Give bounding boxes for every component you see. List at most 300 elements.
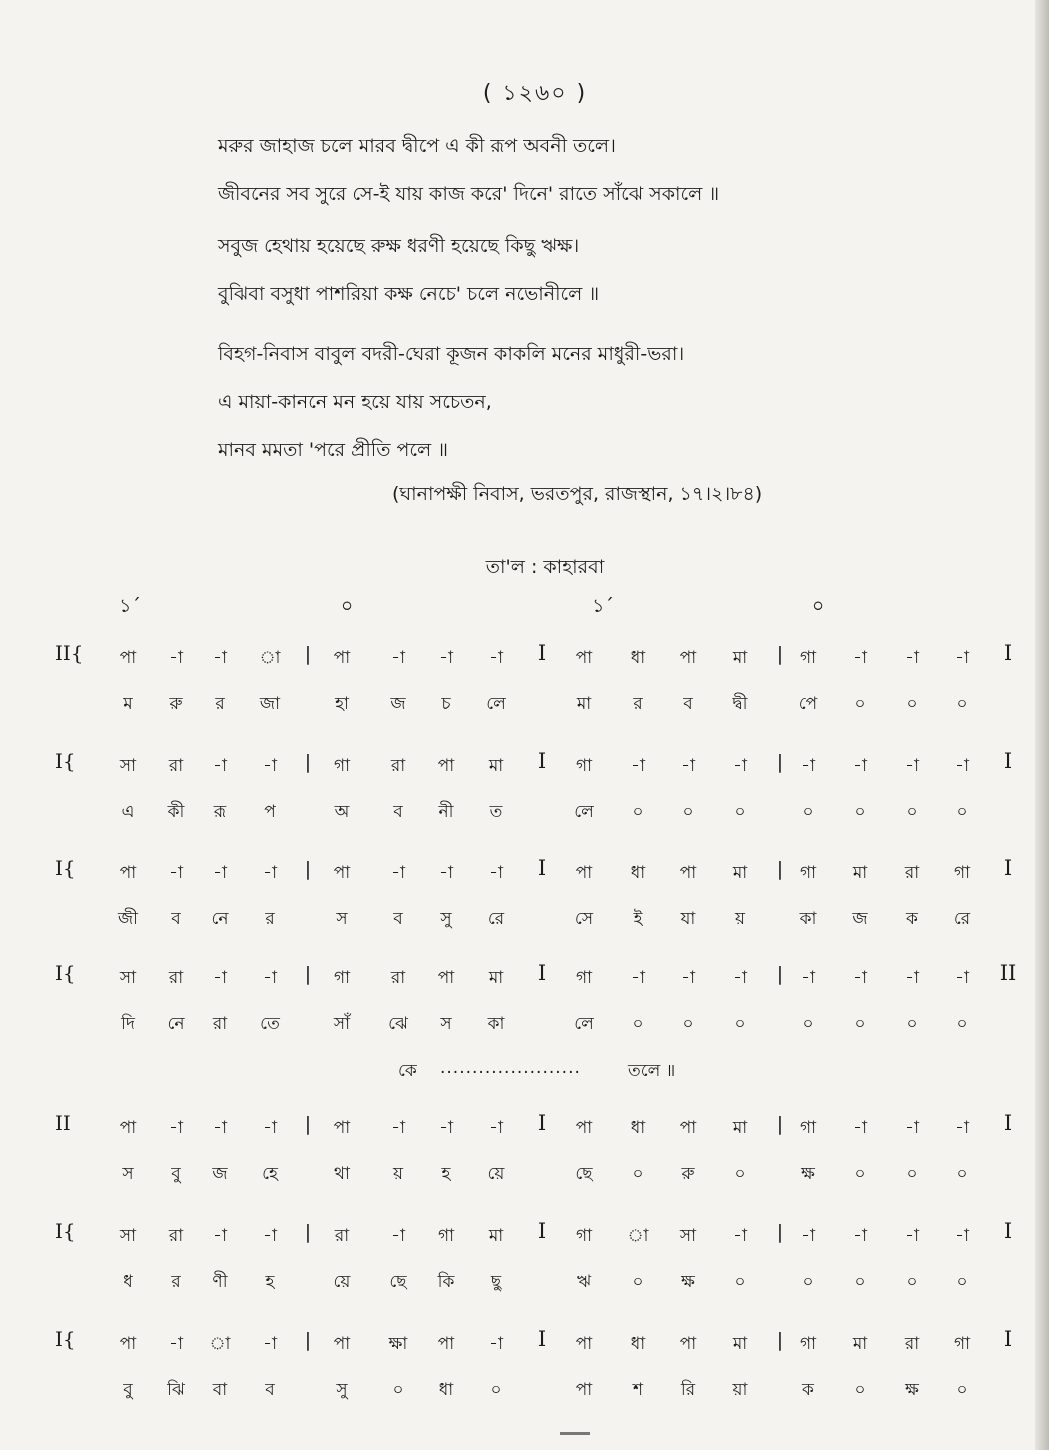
- lyric-syllable: হে: [262, 1164, 278, 1184]
- row-lead-mark: I{: [55, 749, 76, 773]
- lyric-syllable: ছে: [389, 1272, 407, 1292]
- swara-note: -া: [905, 1226, 919, 1246]
- vibhag-divider: I: [537, 1327, 547, 1351]
- row-end-mark: I: [1003, 856, 1013, 880]
- verse-line: বুঝিবা বসুধা পাশরিয়া কক্ষ নেচে' চলে নভোনীলে ॥: [218, 283, 600, 305]
- swara-note: -া: [213, 648, 227, 668]
- lyric-syllable: ০: [854, 1014, 866, 1034]
- swara-note: পা: [679, 863, 697, 883]
- lyric-row: [0, 1003, 1049, 1043]
- lyric-syllable: জ: [212, 1164, 228, 1184]
- lyric-syllable: নে: [211, 909, 229, 929]
- lyric-syllable: ক: [802, 1380, 814, 1400]
- swara-note: -া: [213, 1226, 227, 1246]
- lyric-syllable: ব: [265, 1380, 275, 1400]
- swara-note: পা: [333, 1334, 351, 1354]
- swara-note: -া: [853, 648, 867, 668]
- swara-note: -া: [801, 968, 815, 988]
- swara-row: [0, 852, 1049, 892]
- swara-note: পা: [119, 1118, 137, 1138]
- swara-note: -া: [801, 1226, 815, 1246]
- notation-block: [0, 1323, 1049, 1423]
- swara-note: সা: [679, 1226, 697, 1246]
- swara-row: [0, 957, 1049, 997]
- lyric-row: [0, 791, 1049, 831]
- lyric-syllable: হ: [265, 1272, 275, 1292]
- swara-note: ক্ষা: [388, 1334, 408, 1354]
- swara-note: গা: [333, 968, 351, 988]
- row-end-mark: I: [1003, 1219, 1013, 1243]
- bar-divider: |: [776, 1113, 784, 1135]
- refrain-line: [0, 1054, 1049, 1086]
- lyric-syllable: কি: [437, 1272, 455, 1292]
- beat-mark: ০: [811, 595, 825, 617]
- swara-note: -া: [391, 648, 405, 668]
- vibhag-divider: I: [537, 749, 547, 773]
- swara-note: -া: [169, 1118, 183, 1138]
- lyric-syllable: প: [264, 802, 276, 822]
- swara-note: পা: [119, 648, 137, 668]
- lyric-syllable: নে: [167, 1014, 185, 1034]
- lyric-syllable: ০: [682, 1014, 694, 1034]
- swara-note: -া: [489, 1334, 503, 1354]
- lyric-syllable: ০: [906, 694, 918, 714]
- swara-note: রা: [168, 968, 184, 988]
- lyric-syllable: ০: [392, 1380, 404, 1400]
- swara-note: পা: [333, 648, 351, 668]
- bar-divider: |: [304, 858, 312, 880]
- swara-note: -া: [955, 968, 969, 988]
- lyric-syllable: ০: [802, 802, 814, 822]
- lyric-syllable: এ: [121, 802, 135, 822]
- swara-note: গা: [799, 1118, 817, 1138]
- place-date-credit: (ঘানাপক্ষী নিবাস, ভরতপুর, রাজস্থান, ১৭।২।৮৪): [392, 483, 763, 505]
- swara-note: পা: [119, 863, 137, 883]
- lyric-syllable: স: [122, 1164, 134, 1184]
- lyric-row: [0, 1153, 1049, 1193]
- lyric-syllable: ০: [734, 1272, 746, 1292]
- swara-note: ধা: [630, 648, 646, 668]
- lyric-syllable: জ: [852, 909, 868, 929]
- refrain-dots: ......................: [440, 1058, 581, 1078]
- lyric-syllable: ০: [956, 1272, 968, 1292]
- swara-note: -া: [631, 968, 645, 988]
- lyric-syllable: ০: [632, 1272, 644, 1292]
- swara-note: -া: [213, 968, 227, 988]
- swara-note: গা: [575, 756, 593, 776]
- lyric-syllable: সে: [574, 909, 594, 929]
- swara-note: -া: [263, 756, 277, 776]
- swara-note: -া: [213, 1118, 227, 1138]
- swara-note: গা: [575, 1226, 593, 1246]
- swara-note: রা: [904, 1334, 920, 1354]
- lyric-syllable: রে: [953, 909, 971, 929]
- swara-note: সা: [119, 968, 137, 988]
- swara-note: পা: [437, 1334, 455, 1354]
- lyric-syllable: হ: [441, 1164, 451, 1184]
- swara-note: গা: [799, 648, 817, 668]
- bar-divider: |: [304, 1329, 312, 1351]
- swara-note: -া: [169, 648, 183, 668]
- swara-note: -া: [489, 863, 503, 883]
- swara-note: -া: [489, 648, 503, 668]
- lyric-syllable: ০: [854, 802, 866, 822]
- swara-note: -া: [263, 968, 277, 988]
- lyric-syllable: ০: [854, 694, 866, 714]
- lyric-syllable: জী: [117, 909, 139, 929]
- swara-note: -া: [955, 756, 969, 776]
- row-end-mark: I: [1003, 1327, 1013, 1351]
- lyric-syllable: য়া: [732, 1380, 748, 1400]
- swara-note: মা: [732, 863, 748, 883]
- lyric-syllable: কা: [487, 1014, 505, 1034]
- lyric-syllable: ছে: [575, 1164, 593, 1184]
- lyric-syllable: লে: [486, 694, 506, 714]
- lyric-syllable: কী: [167, 802, 185, 822]
- notation-block: [0, 957, 1049, 1057]
- lyric-syllable: তে: [260, 1014, 280, 1034]
- swara-note: -া: [801, 756, 815, 776]
- swara-note: রা: [390, 968, 406, 988]
- swara-note: -া: [955, 648, 969, 668]
- swara-note: ধা: [630, 863, 646, 883]
- lyric-syllable: ০: [906, 802, 918, 822]
- lyric-syllable: রু: [681, 1164, 695, 1184]
- lyric-syllable: শ: [632, 1380, 644, 1400]
- swara-note: -া: [853, 1226, 867, 1246]
- swara-note: মা: [852, 863, 868, 883]
- swara-note: পা: [119, 1334, 137, 1354]
- beat-marks: [0, 592, 1049, 622]
- page-bottom-mark: [560, 1432, 590, 1435]
- swara-note: -া: [213, 756, 227, 776]
- swara-note: গা: [575, 968, 593, 988]
- swara-note: -া: [631, 756, 645, 776]
- row-lead-mark: I{: [55, 856, 76, 880]
- lyric-syllable: ণী: [212, 1272, 228, 1292]
- lyric-syllable: জ: [390, 694, 406, 714]
- lyric-syllable: ০: [906, 1014, 918, 1034]
- lyric-syllable: র: [633, 694, 643, 714]
- lyric-syllable: ব: [683, 694, 693, 714]
- lyric-syllable: পা: [575, 1380, 593, 1400]
- lyric-syllable: য়ে: [487, 1164, 505, 1184]
- lyric-syllable: মা: [576, 694, 592, 714]
- lyric-syllable: পে: [798, 694, 818, 714]
- lyric-syllable: ক্ষ: [801, 1164, 815, 1184]
- swara-note: -া: [391, 1226, 405, 1246]
- swara-note: -া: [733, 1226, 747, 1246]
- swara-row: [0, 637, 1049, 677]
- swara-note: মা: [488, 1226, 504, 1246]
- swara-note: রা: [168, 756, 184, 776]
- swara-note: গা: [953, 863, 971, 883]
- swara-note: পা: [437, 968, 455, 988]
- lyric-syllable: অ: [334, 802, 350, 822]
- lyric-syllable: ০: [734, 1164, 746, 1184]
- lyric-syllable: ০: [802, 1272, 814, 1292]
- swara-note: পা: [679, 648, 697, 668]
- page-number: ( ১২৬০ ): [482, 81, 588, 106]
- swara-note: -া: [439, 863, 453, 883]
- swara-row: [0, 1215, 1049, 1255]
- lyric-syllable: ০: [906, 1164, 918, 1184]
- refrain-end: তলে ॥: [628, 1061, 676, 1081]
- lyric-syllable: ম: [123, 694, 133, 714]
- lyric-syllable: স: [336, 909, 348, 929]
- lyric-syllable: য়: [392, 1164, 404, 1184]
- lyric-syllable: ০: [682, 802, 694, 822]
- swara-note: গা: [333, 756, 351, 776]
- lyric-syllable: ০: [854, 1380, 866, 1400]
- swara-note: পা: [437, 756, 455, 776]
- lyric-syllable: থা: [334, 1164, 350, 1184]
- lyric-syllable: রু: [169, 694, 183, 714]
- swara-note: -া: [733, 968, 747, 988]
- notation-block: [0, 852, 1049, 952]
- swara-note: -া: [955, 1118, 969, 1138]
- lyric-syllable: ০: [632, 1014, 644, 1034]
- swara-note: া: [259, 648, 281, 668]
- row-end-mark: I: [1003, 1111, 1013, 1135]
- bar-divider: |: [304, 1113, 312, 1135]
- swara-note: -া: [905, 756, 919, 776]
- lyric-syllable: ত: [489, 802, 503, 822]
- lyric-syllable: ক্ষ: [681, 1272, 695, 1292]
- notation-block: [0, 637, 1049, 737]
- bar-divider: |: [304, 1221, 312, 1243]
- lyric-syllable: রি: [680, 1380, 696, 1400]
- lyric-syllable: দ্বী: [732, 694, 748, 714]
- swara-note: পা: [679, 1118, 697, 1138]
- swara-note: া: [627, 1226, 649, 1246]
- bar-divider: |: [776, 1221, 784, 1243]
- lyric-syllable: ০: [734, 1014, 746, 1034]
- swara-note: মা: [488, 756, 504, 776]
- verse-line: জীবনের সব সুরে সে-ই যায় কাজ করে' দিনে' রাতে সাঁঝে সকালে ॥: [218, 183, 720, 205]
- notation-block: [0, 1215, 1049, 1315]
- swara-note: রা: [334, 1226, 350, 1246]
- lyric-syllable: সু: [440, 909, 452, 929]
- bar-divider: |: [776, 858, 784, 880]
- swara-note: রা: [390, 756, 406, 776]
- lyric-syllable: সু: [336, 1380, 348, 1400]
- swara-note: মা: [732, 648, 748, 668]
- vibhag-divider: I: [537, 961, 547, 985]
- lyric-syllable: বু: [123, 1380, 133, 1400]
- swara-note: পা: [575, 863, 593, 883]
- lyric-syllable: ০: [734, 802, 746, 822]
- lyric-syllable: জা: [259, 694, 281, 714]
- lyric-syllable: কা: [799, 909, 817, 929]
- lyric-syllable: যা: [680, 909, 696, 929]
- lyric-syllable: রা: [212, 1014, 228, 1034]
- row-end-mark: I: [1003, 749, 1013, 773]
- vibhag-divider: I: [537, 856, 547, 880]
- lyric-syllable: ঋ: [576, 1272, 592, 1292]
- lyric-syllable: র: [171, 1272, 181, 1292]
- lyric-syllable: ০: [956, 694, 968, 714]
- bar-divider: |: [304, 751, 312, 773]
- swara-note: ধা: [630, 1334, 646, 1354]
- swara-note: -া: [681, 756, 695, 776]
- bar-divider: |: [776, 1329, 784, 1351]
- lyric-syllable: ছু: [490, 1272, 502, 1292]
- swara-note: মা: [732, 1118, 748, 1138]
- lyric-syllable: ০: [802, 1014, 814, 1034]
- swara-note: -া: [439, 648, 453, 668]
- swara-note: -া: [263, 1334, 277, 1354]
- bar-divider: |: [776, 643, 784, 665]
- lyric-syllable: স: [440, 1014, 452, 1034]
- lyric-syllable: ব: [393, 802, 403, 822]
- swara-note: সা: [119, 756, 137, 776]
- vibhag-divider: I: [537, 1219, 547, 1243]
- swara-note: পা: [575, 1334, 593, 1354]
- swara-note: -া: [213, 863, 227, 883]
- swara-note: া: [209, 1334, 231, 1354]
- swara-note: সা: [119, 1226, 137, 1246]
- lyric-syllable: ০: [956, 1014, 968, 1034]
- swara-note: গা: [799, 863, 817, 883]
- lyric-syllable: র: [215, 694, 225, 714]
- swara-note: -া: [733, 756, 747, 776]
- swara-note: -া: [263, 1226, 277, 1246]
- swara-note: -া: [391, 863, 405, 883]
- swara-note: পা: [679, 1334, 697, 1354]
- swara-note: পা: [575, 1118, 593, 1138]
- verse-line: সবুজ হেথায় হয়েছে রুক্ষ ধরণী হয়েছে কিছু ঋক্ষ।: [218, 235, 580, 257]
- bar-divider: |: [776, 963, 784, 985]
- verse-line: মানব মমতা 'পরে প্রীতি পলে ॥: [218, 439, 448, 461]
- row-lead-mark: I{: [55, 1219, 76, 1243]
- swara-note: -া: [169, 1334, 183, 1354]
- lyric-syllable: বা: [212, 1380, 228, 1400]
- lyric-syllable: ব: [393, 909, 403, 929]
- verse-line: এ মায়া-কাননে মন হয়ে যায় সচেতন,: [218, 391, 492, 413]
- swara-note: -া: [263, 1118, 277, 1138]
- beat-mark: ০: [340, 595, 354, 617]
- lyric-syllable: হা: [335, 694, 349, 714]
- swara-note: -া: [853, 968, 867, 988]
- refrain-start: কে: [398, 1061, 417, 1081]
- swara-note: ধা: [630, 1118, 646, 1138]
- lyric-syllable: নী: [438, 802, 454, 822]
- row-lead-mark: I{: [55, 961, 76, 985]
- lyric-syllable: ০: [632, 802, 644, 822]
- lyric-syllable: ০: [956, 1164, 968, 1184]
- lyric-row: [0, 898, 1049, 938]
- lyric-syllable: ০: [906, 1272, 918, 1292]
- lyric-syllable: ঝি: [167, 1380, 185, 1400]
- verse-1: [218, 122, 918, 218]
- verse-3: [218, 330, 918, 474]
- swara-note: পা: [575, 648, 593, 668]
- row-lead-mark: I{: [55, 1327, 76, 1351]
- swara-note: -া: [905, 1118, 919, 1138]
- swara-note: -া: [169, 863, 183, 883]
- bar-divider: |: [304, 963, 312, 985]
- lyric-syllable: বু: [171, 1164, 181, 1184]
- lyric-syllable: লে: [574, 1014, 594, 1034]
- lyric-syllable: দি: [121, 1014, 135, 1034]
- lyric-row: [0, 1261, 1049, 1301]
- verse-line: বিহগ-নিবাস বাবুল বদরী-ঘেরা কূজন কাকলি মনের মাধুরী-ভরা।: [218, 343, 685, 365]
- lyric-syllable: ক: [906, 909, 918, 929]
- beat-mark: ১´: [119, 595, 141, 617]
- row-end-mark: II: [999, 961, 1017, 985]
- verse-line: মরুর জাহাজ চলে মারব দ্বীপে এ কী রূপ অবনী তলে।: [218, 135, 616, 157]
- verse-2: [218, 222, 918, 318]
- bar-divider: |: [304, 643, 312, 665]
- lyric-syllable: ঝে: [388, 1014, 408, 1034]
- swara-note: পা: [333, 1118, 351, 1138]
- row-lead-mark: II: [55, 1111, 71, 1135]
- lyric-syllable: ধ: [123, 1272, 133, 1292]
- notation-block: [0, 745, 1049, 845]
- swara-note: গা: [953, 1334, 971, 1354]
- swara-note: গা: [799, 1334, 817, 1354]
- lyric-syllable: য়ে: [333, 1272, 351, 1292]
- lyric-syllable: ০: [854, 1164, 866, 1184]
- swara-note: -া: [681, 968, 695, 988]
- lyric-row: [0, 1369, 1049, 1409]
- swara-note: -া: [955, 1226, 969, 1246]
- row-end-mark: I: [1003, 641, 1013, 665]
- tala-heading: তা'ল : কাহারবা: [485, 556, 605, 578]
- lyric-syllable: ০: [854, 1272, 866, 1292]
- lyric-syllable: ধা: [438, 1380, 454, 1400]
- swara-note: রা: [904, 863, 920, 883]
- swara-note: গা: [437, 1226, 455, 1246]
- lyric-syllable: র: [265, 909, 275, 929]
- swara-note: -া: [853, 1118, 867, 1138]
- swara-note: -া: [905, 968, 919, 988]
- vibhag-divider: I: [537, 1111, 547, 1135]
- swara-note: রা: [168, 1226, 184, 1246]
- lyric-syllable: লে: [574, 802, 594, 822]
- swara-row: [0, 1323, 1049, 1363]
- swara-note: পা: [333, 863, 351, 883]
- swara-note: -া: [905, 648, 919, 668]
- lyric-syllable: ই: [633, 909, 643, 929]
- lyric-row: [0, 683, 1049, 723]
- bar-divider: |: [776, 751, 784, 773]
- swara-row: [0, 1107, 1049, 1147]
- lyric-syllable: য়: [734, 909, 746, 929]
- lyric-syllable: রে: [487, 909, 505, 929]
- lyric-syllable: রূ: [213, 802, 227, 822]
- swara-note: -া: [489, 1118, 503, 1138]
- notation-block: [0, 1107, 1049, 1207]
- lyric-syllable: চ: [441, 694, 451, 714]
- swara-note: -া: [853, 756, 867, 776]
- swara-note: মা: [488, 968, 504, 988]
- lyric-syllable: ০: [956, 802, 968, 822]
- lyric-syllable: ব: [171, 909, 181, 929]
- row-lead-mark: II{: [55, 641, 84, 665]
- swara-note: মা: [732, 1334, 748, 1354]
- swara-note: মা: [852, 1334, 868, 1354]
- beat-mark: ১´: [592, 595, 614, 617]
- swara-row: [0, 745, 1049, 785]
- vibhag-divider: I: [537, 641, 547, 665]
- lyric-syllable: ০: [956, 1380, 968, 1400]
- swara-note: -া: [391, 1118, 405, 1138]
- lyric-syllable: সাঁ: [333, 1014, 351, 1034]
- swara-note: -া: [263, 863, 277, 883]
- swara-note: -া: [439, 1118, 453, 1138]
